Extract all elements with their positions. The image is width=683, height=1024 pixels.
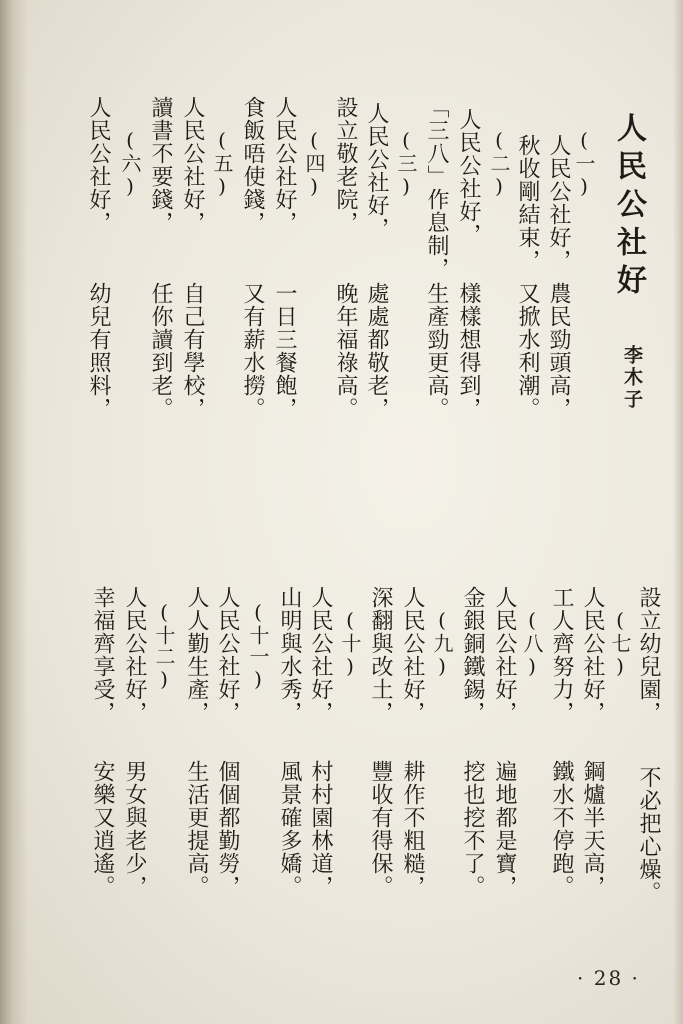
verse-line: 又有薪水撈。 <box>240 282 265 420</box>
stanza-number: (二) <box>487 128 511 199</box>
verse-line: 生產勁更高。 <box>424 282 449 420</box>
verse-line: 鋼爐半天高， <box>580 760 605 898</box>
verse-line: 人民公社好， <box>272 96 297 234</box>
verse-line: 人民公社好， <box>546 134 571 272</box>
stanza-number: (三) <box>394 128 418 199</box>
verse-line: 安樂又逍遙。 <box>90 760 115 898</box>
verse-line: 人人勤生產， <box>184 586 209 724</box>
verse-line: 遍地都是寶， <box>492 760 517 898</box>
stanza-number: (一) <box>572 128 596 199</box>
verse-line: 秋收剛結束， <box>515 134 540 272</box>
verse-line: 耕作不粗糙， <box>400 760 425 898</box>
poem-title: 人民公社好 <box>611 112 646 302</box>
stanza-number: (四) <box>302 128 326 199</box>
verse-line: 人民公社好， <box>400 586 425 724</box>
binding-shadow <box>0 0 28 1024</box>
stanza-number: (六) <box>118 128 142 199</box>
verse-line: 深翻與改土， <box>368 586 393 724</box>
stanza-number: (九) <box>430 608 454 679</box>
verse-line: 人民公社好， <box>580 586 605 724</box>
stanza-number: (八) <box>520 608 544 679</box>
verse-line: 設立幼兒園， <box>636 586 661 724</box>
verse-line: 自己有學校， <box>180 282 205 420</box>
verse-line: 食飯唔使錢， <box>240 96 265 234</box>
page-number: · 28 · <box>577 966 640 990</box>
verse-line: 金銀銅鐵錫， <box>460 586 485 724</box>
verse-line: 男女與老少， <box>122 760 147 898</box>
verse-line: 處處都敬老， <box>364 282 389 420</box>
stanza-number: (十二) <box>152 600 176 692</box>
verse-line: 人民公社好， <box>492 586 517 724</box>
verse-line: 人民公社好， <box>86 96 111 234</box>
verse-line: 人民公社好， <box>308 586 333 724</box>
verse-line: 樣樣想得到， <box>456 282 481 420</box>
verse-line: 不必把心燥。 <box>636 766 661 904</box>
verse-line: 村村園林道， <box>308 760 333 898</box>
verse-line: 挖也挖不了。 <box>460 760 485 898</box>
verse-line: 人民公社好， <box>215 586 240 724</box>
verse-line: 任你讀到老。 <box>148 282 173 420</box>
verse-line: 晚年福祿高。 <box>333 282 358 420</box>
verse-line: 人民公社好， <box>364 102 389 240</box>
verse-line: 又掀水利潮。 <box>515 282 540 420</box>
verse-line: 豐收有得保。 <box>368 760 393 898</box>
verse-line: 農民勁頭高， <box>546 282 571 420</box>
verse-line: 個個都勤勞， <box>215 760 240 898</box>
stanza-number: (十) <box>338 608 362 679</box>
verse-line: 人民公社好， <box>180 96 205 234</box>
verse-line: 人民公社好， <box>122 586 147 724</box>
verse-line: 山明與水秀， <box>277 586 302 724</box>
verse-line: 幸福齊享受， <box>90 586 115 724</box>
verse-line: 鐵水不停跑。 <box>549 760 574 898</box>
verse-line: 「三八」作息制， <box>424 96 449 280</box>
verse-line: 生活更提高。 <box>184 760 209 898</box>
verse-line: 人民公社好， <box>456 108 481 246</box>
poem-author: 李木子 <box>621 345 643 411</box>
verse-line: 風景確多嬌。 <box>277 760 302 898</box>
page-edge <box>673 0 683 1024</box>
stanza-number: (七) <box>608 608 632 679</box>
stanza-number: (五) <box>210 128 234 199</box>
verse-line: 幼兒有照料， <box>86 282 111 420</box>
verse-line: 工人齊努力， <box>549 586 574 724</box>
verse-line: 一日三餐飽， <box>272 282 297 420</box>
stanza-number: (十一) <box>246 600 270 692</box>
verse-line: 讀書不要錢， <box>148 96 173 234</box>
verse-line: 設立敬老院， <box>333 96 358 234</box>
